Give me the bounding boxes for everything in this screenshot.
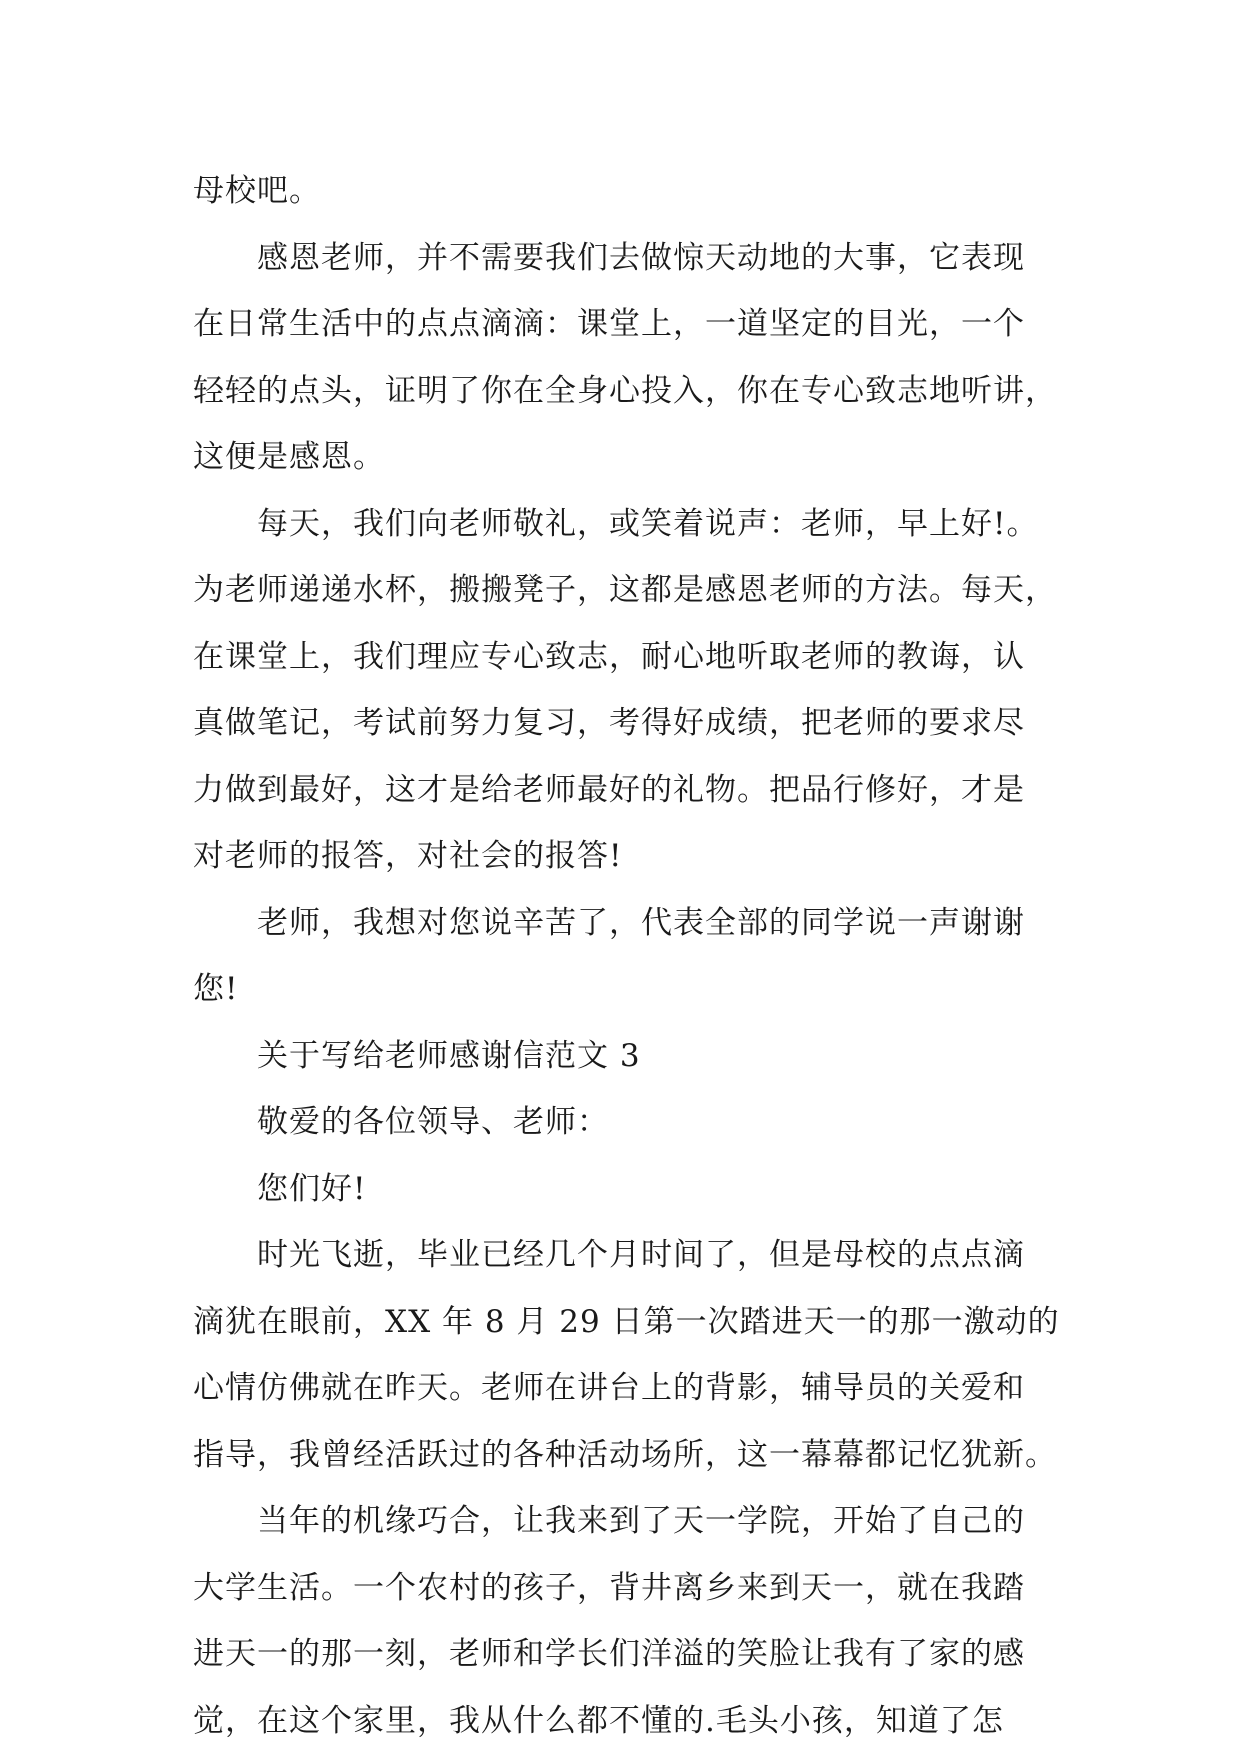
text-line: 母校吧。 bbox=[193, 173, 321, 209]
text-line: 当年的机缘巧合，让我来到了天一学院，开始了自己的 bbox=[257, 1503, 1025, 1539]
text-line: 滴犹在眼前，XX 年 8 月 29 日第一次踏进天一的那一激动的 bbox=[193, 1303, 1060, 1340]
text-line: 感恩老师，并不需要我们去做惊天动地的大事，它表现 bbox=[257, 239, 1025, 276]
text-line: 在课堂上，我们理应专心致志，耐心地听取老师的教诲，认 bbox=[193, 638, 1025, 675]
text-line: 心情仿佛就在昨天。老师在讲台上的背影，辅导员的关爱和 bbox=[193, 1370, 1025, 1406]
document-body bbox=[193, 158, 1060, 1754]
text-line: 力做到最好，这才是给老师最好的礼物。把品行修好，才是 bbox=[193, 771, 1025, 808]
text-line: 轻轻的点头，证明了你在全身心投入，你在专心致志地听讲， bbox=[193, 372, 1057, 409]
text-line: 觉，在这个家里，我从什么都不懂的.毛头小孩，知道了怎 bbox=[193, 1702, 1004, 1739]
text-line: 老师，我想对您说辛苦了，代表全部的同学说一声谢谢 bbox=[257, 904, 1025, 941]
text-line: 关于写给老师感谢信范文 3 bbox=[257, 1037, 641, 1074]
text-line: 大学生活。一个农村的孩子，背井离乡来到天一，就在我踏 bbox=[193, 1569, 1025, 1606]
text-line: 指导，我曾经活跃过的各种活动场所，这一幕幕都记忆犹新。 bbox=[193, 1436, 1057, 1473]
text-line: 时光飞逝，毕业已经几个月时间了，但是母校的点点滴 bbox=[257, 1237, 1025, 1273]
text-line: 真做笔记，考试前努力复习，考得好成绩，把老师的要求尽 bbox=[193, 705, 1025, 741]
text-line: 进天一的那一刻，老师和学长们洋溢的笑脸让我有了家的感 bbox=[193, 1636, 1025, 1672]
text-line: 您! bbox=[193, 971, 239, 1007]
text-line: 这便是感恩。 bbox=[193, 439, 385, 475]
text-line: 每天，我们向老师敬礼，或笑着说声：老师，早上好!。 bbox=[257, 505, 1039, 542]
text-line: 您们好! bbox=[257, 1170, 367, 1207]
text-line: 敬爱的各位领导、老师： bbox=[257, 1104, 609, 1140]
text-line: 在日常生活中的点点滴滴：课堂上，一道坚定的目光，一个 bbox=[193, 306, 1025, 342]
text-line: 对老师的报答，对社会的报答! bbox=[193, 838, 623, 874]
text-line: 为老师递递水杯，搬搬凳子，这都是感恩老师的方法。每天， bbox=[193, 572, 1057, 608]
